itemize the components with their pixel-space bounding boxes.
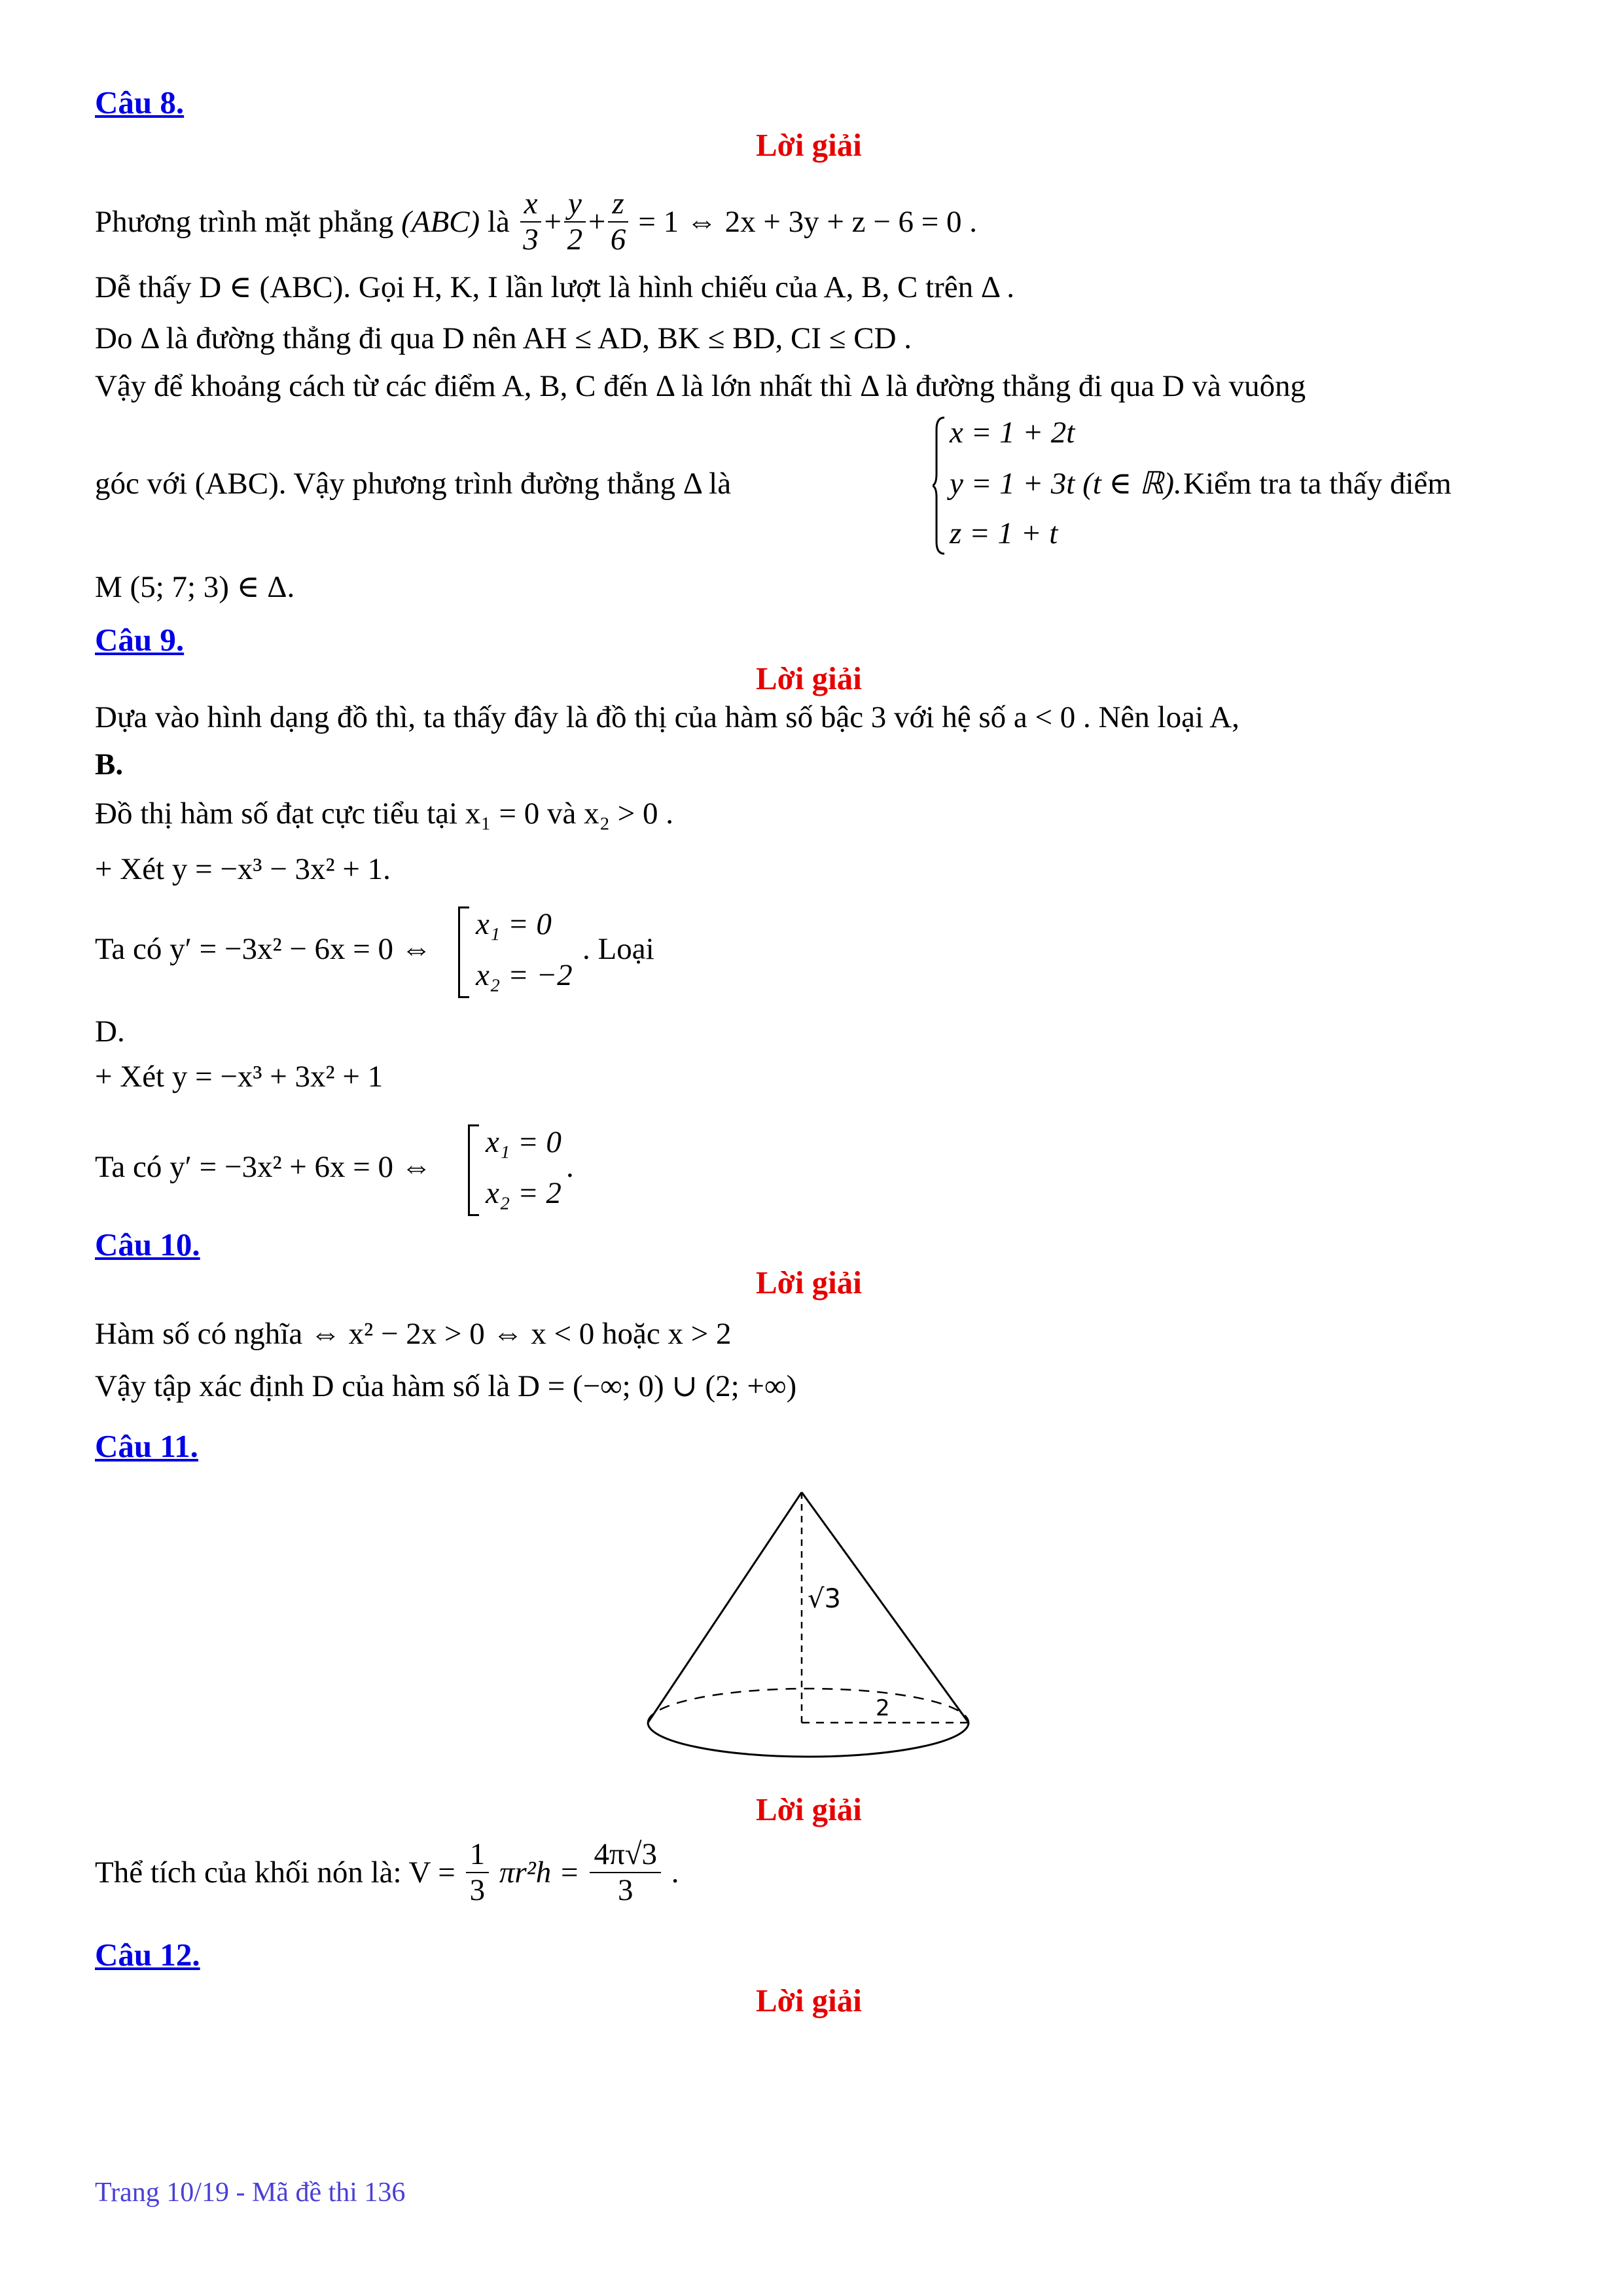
- cone-drawing: [635, 1466, 1001, 1787]
- q8-line-plane-equation: Phương trình mặt phẳng (ABC) là $\frac{x}{3}$ + $\frac{y}{2}$ + $\frac{z}{6}$ = 1 ⇔ 2x + 3y + z − 6 = 0 .: [95, 187, 978, 257]
- q8-frac-y-den: 2: [567, 223, 583, 257]
- page-footer: Trang 10/19 - Mã đề thi 136: [95, 2178, 406, 2208]
- q8-frac-x-den: 3: [523, 223, 539, 257]
- q8-frac-z-den: 6: [610, 223, 626, 257]
- q8-line-5-start: góc với (ABC). Vậy phương trình đường thẳng Δ là: [95, 467, 732, 501]
- q8-l1-abc: (ABC): [401, 204, 480, 239]
- q11-solution-heading: Lời giải: [756, 1791, 862, 1827]
- q9-line-4: + Xét y = −x³ − 3x² + 1.: [95, 852, 391, 886]
- q8-line-system: [933, 414, 1181, 558]
- q11-fr1-num: 1: [466, 1839, 490, 1873]
- cone-height-label: √3: [808, 1584, 841, 1614]
- q10-line-1: Hàm số có nghĩa ⇔ x² − 2x > 0 ⇔ x < 0 hoặc x > 2: [95, 1317, 732, 1351]
- cone-radius-label: 2: [876, 1695, 890, 1721]
- q8-sys-y: y = 1 + 3t (t ∈ ℝ).: [950, 467, 1182, 501]
- q10-title: Câu 10.: [95, 1227, 200, 1263]
- q9-l5-bracket: [458, 906, 469, 998]
- q8-title: Câu 8.: [95, 84, 185, 120]
- q9-l8-text: Ta có y′ = −3x² + 6x = 0 ⇔: [95, 1150, 432, 1184]
- cone-figure: [635, 1466, 1001, 1787]
- q8-sys-z: z = 1 + t: [950, 516, 1058, 550]
- q10-solution-heading: Lời giải: [756, 1265, 862, 1300]
- q8-frac-x-num: x: [520, 188, 542, 223]
- q9-solution-heading: Lời giải: [756, 660, 862, 696]
- q11-l1-dot: .: [671, 1855, 679, 1890]
- q9-title: Câu 9.: [95, 622, 185, 658]
- q9-l5-text: Ta có y′ = −3x² − 6x = 0 ⇔: [95, 932, 432, 966]
- q9-line-7: + Xét y = −x³ + 3x² + 1: [95, 1060, 383, 1094]
- q11-fr1-den: 3: [469, 1873, 486, 1907]
- q12-title: Câu 12.: [95, 1937, 200, 1973]
- q9-l5-root2: x₂ = −2: [476, 958, 573, 992]
- q11-frac-result: [590, 1839, 661, 1906]
- q8-line-5-end: Kiểm tra ta thấy điểm: [1183, 467, 1452, 501]
- q11-fr2-num: 4π√3: [590, 1839, 661, 1873]
- q8-line-6: M (5; 7; 3) ∈ Δ.: [95, 570, 295, 604]
- q8-left-brace: [933, 414, 947, 558]
- q12-solution-heading: Lời giải: [756, 1982, 862, 2018]
- q8-line-4: Vậy để khoảng cách từ các điểm A, B, C đến Δ là lớn nhất thì Δ là đường thẳng đi qua D và vuông: [95, 369, 1306, 403]
- q11-l1-text: Thể tích của khối nón là: V =: [95, 1855, 455, 1890]
- q8-line-2: Dễ thấy D ∈ (ABC). Gọi H, K, I lần lượt là hình chiếu của A, B, C trên Δ .: [95, 270, 1015, 304]
- q11-l1-mid: πr²h =: [499, 1855, 580, 1890]
- q8-line-3: Do Δ là đường thẳng đi qua D nên AH ≤ AD, BK ≤ BD, CI ≤ CD .: [95, 321, 912, 355]
- q8-l1-text: Phương trình mặt phẳng: [95, 204, 394, 239]
- q8-frac-z-6: [608, 188, 628, 255]
- q8-frac-y-2: [564, 188, 586, 255]
- q9-line-1: Dựa vào hình dạng đồ thì, ta thấy đây là đồ thị của hàm số bậc 3 với hệ số a < 0 . Nên loại A,: [95, 700, 1240, 734]
- q8-solution-heading: Lời giải: [756, 127, 862, 163]
- q9-line-3: Đồ thị hàm số đạt cực tiểu tại x₁ = 0 và x₂ > 0 .: [95, 797, 673, 831]
- q8-l1-la: là: [487, 204, 510, 239]
- q8-l1-equation: = 1 ⇔ 2x + 3y + z − 6 = 0 .: [638, 204, 978, 239]
- q11-title: Câu 11.: [95, 1428, 198, 1464]
- q9-l8-bracket: [468, 1124, 479, 1216]
- q9-l8-dot: .: [566, 1150, 574, 1184]
- q9-l8-root2: x₂ = 2: [486, 1176, 562, 1210]
- q8-frac-y-num: y: [564, 188, 586, 223]
- q9-l5-root1: x₁ = 0: [476, 907, 552, 941]
- q11-fr2-den: 3: [617, 1873, 633, 1907]
- q10-line-2: Vậy tập xác định D của hàm số là D = (−∞; 0) ∪ (2; +∞): [95, 1369, 797, 1403]
- q11-frac-one-third: [466, 1839, 490, 1906]
- q8-sys-x: x = 1 + 2t: [950, 416, 1075, 450]
- q9-line-6: D.: [95, 1014, 125, 1049]
- q9-l5-loai: . Loại: [582, 932, 654, 966]
- q11-volume-line: [95, 1839, 679, 1906]
- q8-frac-x-3: [520, 188, 542, 255]
- q9-l8-root1: x₁ = 0: [486, 1125, 562, 1159]
- q8-frac-z-num: z: [608, 188, 628, 223]
- q9-line-2: B.: [95, 747, 124, 781]
